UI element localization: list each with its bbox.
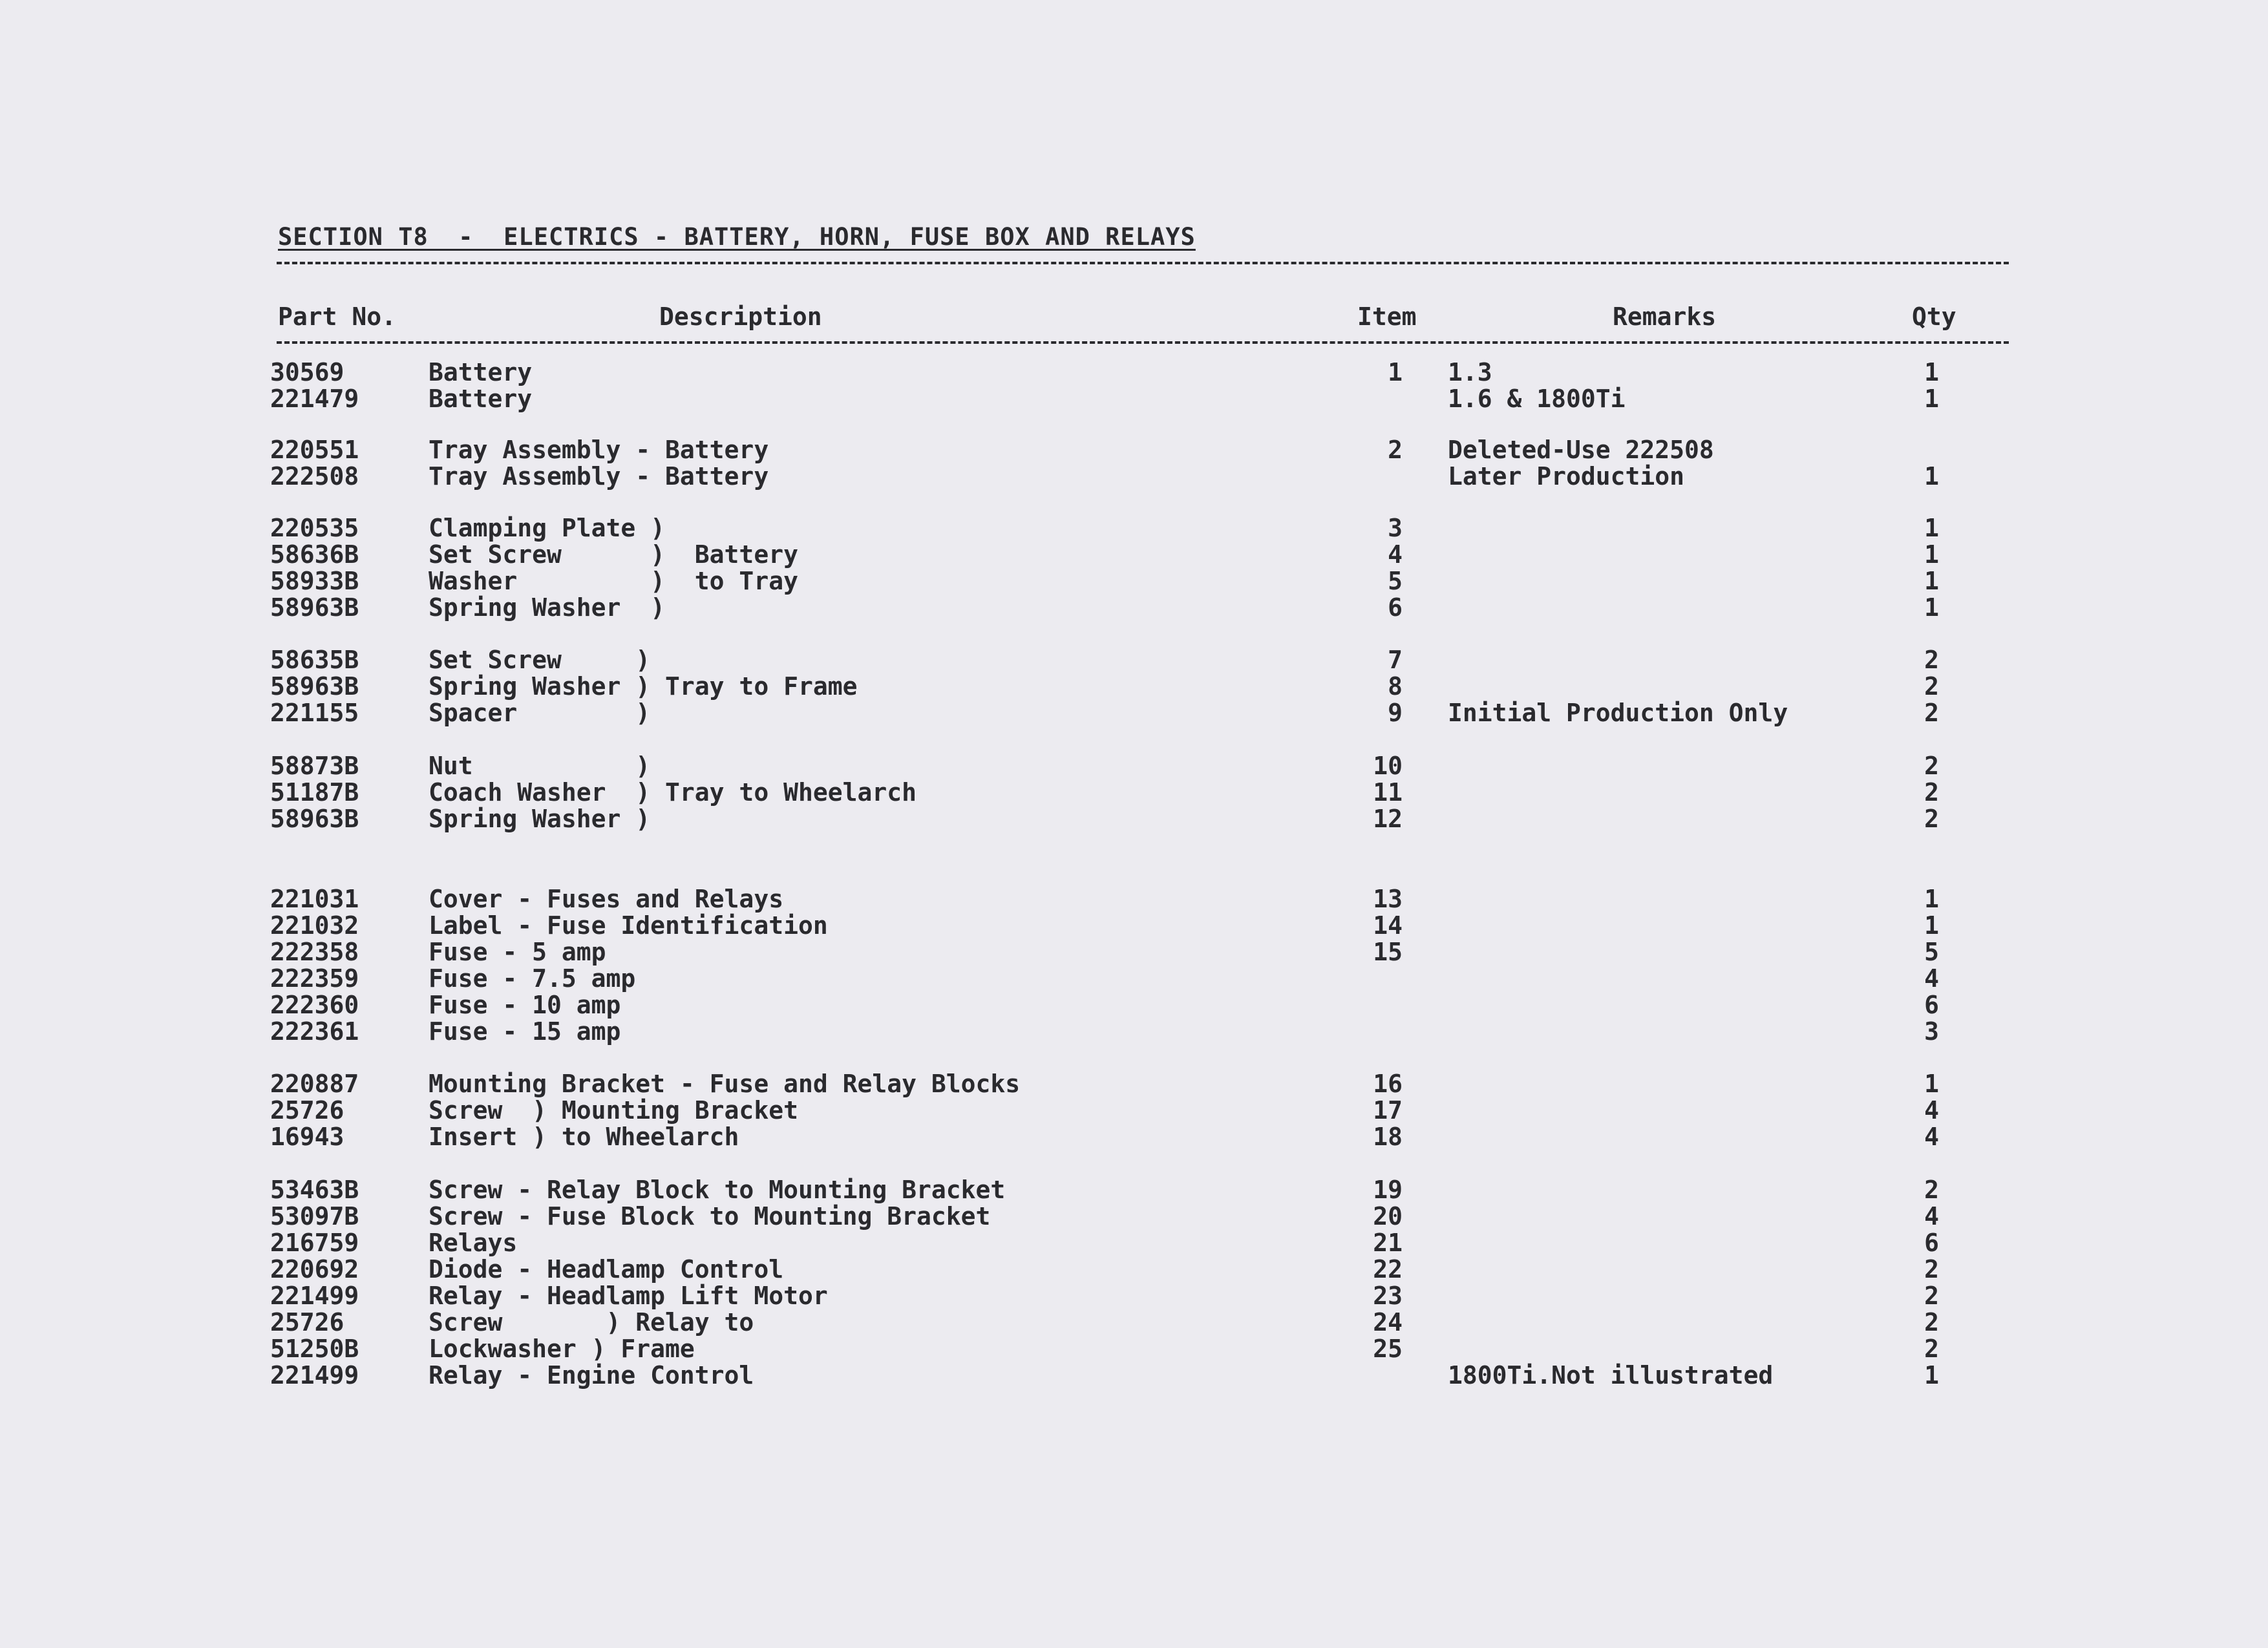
table-row — [0, 359, 2268, 386]
description-cell: Tray Assembly - Battery — [429, 436, 769, 464]
table-row — [0, 541, 2268, 568]
header-qty: Qty — [1912, 302, 1956, 331]
header-description: Description — [659, 302, 822, 331]
table-row — [0, 567, 2268, 595]
item-cell: 11 — [1373, 778, 1403, 807]
description-cell: Relay - Engine Control — [429, 1361, 754, 1389]
part-number-cell: 220535 — [270, 514, 359, 542]
part-number-cell: 222360 — [270, 991, 359, 1019]
qty-cell: 5 — [1924, 938, 1939, 966]
table-row — [0, 436, 2268, 463]
qty-cell: 4 — [1924, 1123, 1939, 1151]
description-cell: Label - Fuse Identification — [429, 911, 828, 940]
table-row — [0, 805, 2268, 832]
qty-cell: 1 — [1924, 514, 1939, 542]
table-row — [0, 1018, 2268, 1045]
item-cell: 5 — [1388, 567, 1403, 595]
part-number-cell: 58635B — [270, 646, 359, 674]
qty-cell: 1 — [1924, 540, 1939, 569]
item-cell: 6 — [1388, 593, 1403, 622]
description-cell: Mounting Bracket - Fuse and Relay Blocks — [429, 1070, 1021, 1098]
qty-cell: 1 — [1924, 911, 1939, 940]
item-cell: 10 — [1373, 752, 1403, 780]
part-number-cell: 222361 — [270, 1017, 359, 1046]
description-cell: Screw ) Mounting Bracket — [429, 1096, 798, 1125]
qty-cell: 2 — [1924, 1335, 1939, 1363]
table-row — [0, 1176, 2268, 1203]
description-cell: Relay - Headlamp Lift Motor — [429, 1282, 828, 1310]
description-cell: Spacer ) — [429, 699, 651, 727]
table-row — [0, 991, 2268, 1019]
item-cell: 7 — [1388, 646, 1403, 674]
description-cell: Washer ) to Tray — [429, 567, 798, 595]
part-number-cell: 30569 — [270, 358, 344, 386]
item-cell: 1 — [1388, 358, 1403, 386]
table-row — [0, 885, 2268, 913]
part-number-cell: 216759 — [270, 1229, 359, 1257]
qty-cell: 1 — [1924, 567, 1939, 595]
qty-cell: 2 — [1924, 646, 1939, 674]
description-cell: Set Screw ) — [429, 646, 651, 674]
part-number-cell: 221031 — [270, 885, 359, 913]
description-cell: Spring Washer ) Tray to Frame — [429, 672, 858, 701]
header-divider — [277, 341, 2009, 344]
table-row — [0, 1335, 2268, 1362]
qty-cell: 2 — [1924, 778, 1939, 807]
header-item: Item — [1357, 302, 1417, 331]
table-row — [0, 514, 2268, 542]
qty-cell: 1 — [1924, 1070, 1939, 1098]
qty-cell: 4 — [1924, 1202, 1939, 1231]
description-cell: Clamping Plate ) — [429, 514, 666, 542]
qty-cell: 4 — [1924, 1096, 1939, 1125]
part-number-cell: 220887 — [270, 1070, 359, 1098]
qty-cell: 2 — [1924, 672, 1939, 701]
item-cell: 16 — [1373, 1070, 1403, 1098]
remarks-cell: 1.6 & 1800Ti — [1448, 385, 1626, 413]
item-cell: 3 — [1388, 514, 1403, 542]
qty-cell: 2 — [1924, 1255, 1939, 1284]
remarks-cell: 1.3 — [1448, 358, 1492, 386]
table-row — [0, 1309, 2268, 1336]
description-cell: Spring Washer ) — [429, 805, 651, 833]
qty-cell: 2 — [1924, 805, 1939, 833]
qty-cell: 3 — [1924, 1017, 1939, 1046]
part-number-cell: 58933B — [270, 567, 359, 595]
description-cell: Diode - Headlamp Control — [429, 1255, 784, 1284]
qty-cell: 1 — [1924, 462, 1939, 491]
description-cell: Fuse - 15 amp — [429, 1017, 621, 1046]
item-cell: 15 — [1373, 938, 1403, 966]
item-cell: 25 — [1373, 1335, 1403, 1363]
table-row — [0, 673, 2268, 700]
qty-cell: 4 — [1924, 964, 1939, 993]
item-cell: 13 — [1373, 885, 1403, 913]
qty-cell: 6 — [1924, 991, 1939, 1019]
table-row — [0, 1256, 2268, 1283]
description-cell: Spring Washer ) — [429, 593, 666, 622]
part-number-cell: 25726 — [270, 1096, 344, 1125]
part-number-cell: 222359 — [270, 964, 359, 993]
part-number-cell: 221499 — [270, 1361, 359, 1389]
remarks-cell: 1800Ti.Not illustrated — [1448, 1361, 1774, 1389]
description-cell: Set Screw ) Battery — [429, 540, 798, 569]
description-cell: Fuse - 7.5 amp — [429, 964, 636, 993]
description-cell: Coach Washer ) Tray to Wheelarch — [429, 778, 917, 807]
header-remarks: Remarks — [1613, 302, 1717, 331]
table-row — [0, 1070, 2268, 1097]
qty-cell: 1 — [1924, 593, 1939, 622]
item-cell: 24 — [1373, 1308, 1403, 1336]
part-number-cell: 16943 — [270, 1123, 344, 1151]
part-number-cell: 25726 — [270, 1308, 344, 1336]
remarks-cell: Later Production — [1448, 462, 1685, 491]
item-cell: 19 — [1373, 1176, 1403, 1204]
part-number-cell: 221155 — [270, 699, 359, 727]
table-row — [0, 1123, 2268, 1150]
remarks-cell: Deleted-Use 222508 — [1448, 436, 1714, 464]
qty-cell: 2 — [1924, 699, 1939, 727]
title-divider — [277, 262, 2009, 264]
description-cell: Lockwasher ) Frame — [429, 1335, 695, 1363]
part-number-cell: 51250B — [270, 1335, 359, 1363]
table-row — [0, 1203, 2268, 1230]
table-row — [0, 385, 2268, 412]
description-cell: Battery — [429, 358, 533, 386]
part-number-cell: 58873B — [270, 752, 359, 780]
table-row — [0, 699, 2268, 726]
qty-cell: 2 — [1924, 752, 1939, 780]
qty-cell: 2 — [1924, 1308, 1939, 1336]
item-cell: 22 — [1373, 1255, 1403, 1284]
description-cell: Battery — [429, 385, 533, 413]
part-number-cell: 221479 — [270, 385, 359, 413]
table-row — [0, 752, 2268, 779]
item-cell: 14 — [1373, 911, 1403, 940]
item-cell: 18 — [1373, 1123, 1403, 1151]
table-row — [0, 1282, 2268, 1309]
qty-cell: 2 — [1924, 1176, 1939, 1204]
description-cell: Fuse - 10 amp — [429, 991, 621, 1019]
qty-cell: 1 — [1924, 358, 1939, 386]
item-cell: 8 — [1388, 672, 1403, 701]
part-number-cell: 58963B — [270, 805, 359, 833]
qty-cell: 1 — [1924, 885, 1939, 913]
part-number-cell: 53097B — [270, 1202, 359, 1231]
table-row — [0, 646, 2268, 673]
description-cell: Screw ) Relay to — [429, 1308, 754, 1336]
item-cell: 4 — [1388, 540, 1403, 569]
item-cell: 23 — [1373, 1282, 1403, 1310]
item-cell: 20 — [1373, 1202, 1403, 1231]
table-row — [0, 779, 2268, 806]
qty-cell: 1 — [1924, 1361, 1939, 1389]
part-number-cell: 58963B — [270, 593, 359, 622]
table-row — [0, 1362, 2268, 1389]
qty-cell: 1 — [1924, 385, 1939, 413]
description-cell: Tray Assembly - Battery — [429, 462, 769, 491]
table-row — [0, 938, 2268, 966]
part-number-cell: 222508 — [270, 462, 359, 491]
item-cell: 12 — [1373, 805, 1403, 833]
qty-cell: 6 — [1924, 1229, 1939, 1257]
qty-cell: 2 — [1924, 1282, 1939, 1310]
remarks-cell: Initial Production Only — [1448, 699, 1788, 727]
header-part-no: Part No. — [278, 302, 397, 331]
table-row — [0, 912, 2268, 939]
part-number-cell: 58636B — [270, 540, 359, 569]
part-number-cell: 221499 — [270, 1282, 359, 1310]
description-cell: Relays — [429, 1229, 518, 1257]
description-cell: Cover - Fuses and Relays — [429, 885, 784, 913]
description-cell: Insert ) to Wheelarch — [429, 1123, 739, 1151]
table-row — [0, 594, 2268, 621]
description-cell: Nut ) — [429, 752, 651, 780]
part-number-cell: 58963B — [270, 672, 359, 701]
description-cell: Screw - Fuse Block to Mounting Bracket — [429, 1202, 991, 1231]
part-number-cell: 220551 — [270, 436, 359, 464]
description-cell: Screw - Relay Block to Mounting Bracket — [429, 1176, 1006, 1204]
part-number-cell: 222358 — [270, 938, 359, 966]
table-row — [0, 1229, 2268, 1256]
item-cell: 17 — [1373, 1096, 1403, 1125]
item-cell: 2 — [1388, 436, 1403, 464]
item-cell: 21 — [1373, 1229, 1403, 1257]
part-number-cell: 51187B — [270, 778, 359, 807]
table-row — [0, 463, 2268, 490]
table-row — [0, 1097, 2268, 1124]
part-number-cell: 220692 — [270, 1255, 359, 1284]
table-row — [0, 965, 2268, 992]
part-number-cell: 53463B — [270, 1176, 359, 1204]
section-title: SECTION T8 - ELECTRICS - BATTERY, HORN, FUSE BOX AND RELAYS — [278, 223, 1196, 251]
item-cell: 9 — [1388, 699, 1403, 727]
part-number-cell: 221032 — [270, 911, 359, 940]
description-cell: Fuse - 5 amp — [429, 938, 606, 966]
